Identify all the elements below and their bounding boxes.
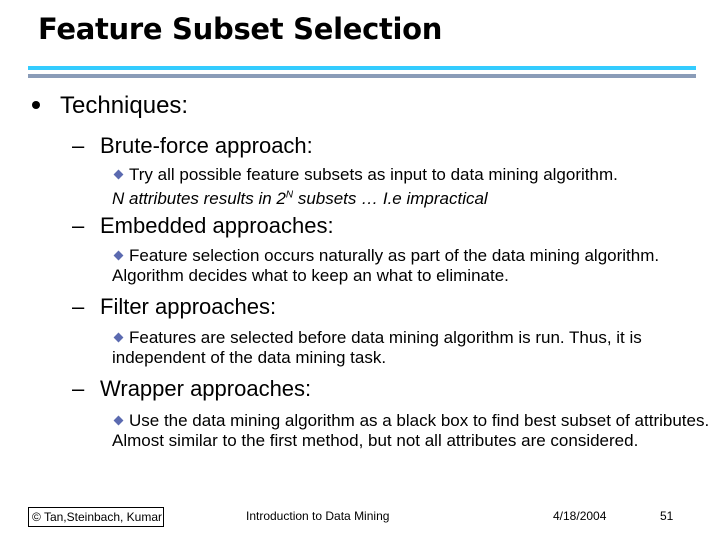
section-heading-label: Embedded approaches:: [100, 213, 334, 238]
title-rule-top: [28, 66, 696, 70]
wrapper-text: Use the data mining algorithm as a black box to find best subset of attributes. Almost similar to the first method, but not all attributes are considered.: [112, 411, 710, 450]
section-text-filter: [112, 328, 712, 368]
dash-icon: –: [72, 133, 85, 158]
bullet-techniques: [32, 92, 188, 120]
title-rule-bottom: [28, 74, 696, 78]
section-text-embedded: [112, 246, 712, 286]
diamond-bullet-icon: [114, 251, 124, 261]
brute-force-text-b: [112, 189, 488, 208]
dash-icon: –: [72, 213, 85, 238]
section-heading-label: Wrapper approaches:: [100, 376, 312, 401]
section-text-wrapper: [112, 411, 712, 451]
diamond-bullet-icon: [114, 170, 124, 180]
dash-icon: –: [72, 376, 85, 401]
bullet-techniques-label: Techniques:: [60, 92, 189, 119]
section-heading-embedded: [72, 213, 334, 239]
embedded-text: Feature selection occurs naturally as part of the data mining algorithm. Algorithm decides what to keep an what to eliminate.: [112, 246, 660, 285]
filter-text: Features are selected before data mining algorithm is run. Thus, it is independent of the data mining task.: [112, 328, 642, 367]
bullet-dot-icon: [32, 101, 40, 109]
brute-force-text-b-pre: N attributes results in 2: [112, 188, 286, 208]
dash-icon: –: [72, 294, 85, 319]
brute-force-text-b-sup: N: [285, 189, 294, 200]
section-heading-label: Filter approaches:: [100, 294, 277, 319]
footer-course: Introduction to Data Mining: [246, 509, 390, 523]
footer-authors: © Tan,Steinbach, Kumar: [28, 507, 164, 527]
footer-page-number: 51: [660, 509, 674, 523]
diamond-bullet-icon: [114, 416, 124, 426]
diamond-bullet-icon: [114, 333, 124, 343]
brute-force-text-b-post: subsets … I.e impractical: [293, 188, 488, 208]
slide-title: Feature Subset Selection: [38, 12, 443, 46]
footer-date: 4/18/2004: [553, 509, 607, 523]
section-heading-wrapper: [72, 376, 311, 402]
section-text-brute-force: [112, 165, 712, 209]
section-heading-label: Brute-force approach:: [100, 133, 313, 158]
brute-force-text-a: Try all possible feature subsets as input to data mining algorithm.: [129, 165, 618, 184]
section-heading-filter: [72, 294, 276, 320]
section-heading-brute-force: [72, 133, 313, 159]
